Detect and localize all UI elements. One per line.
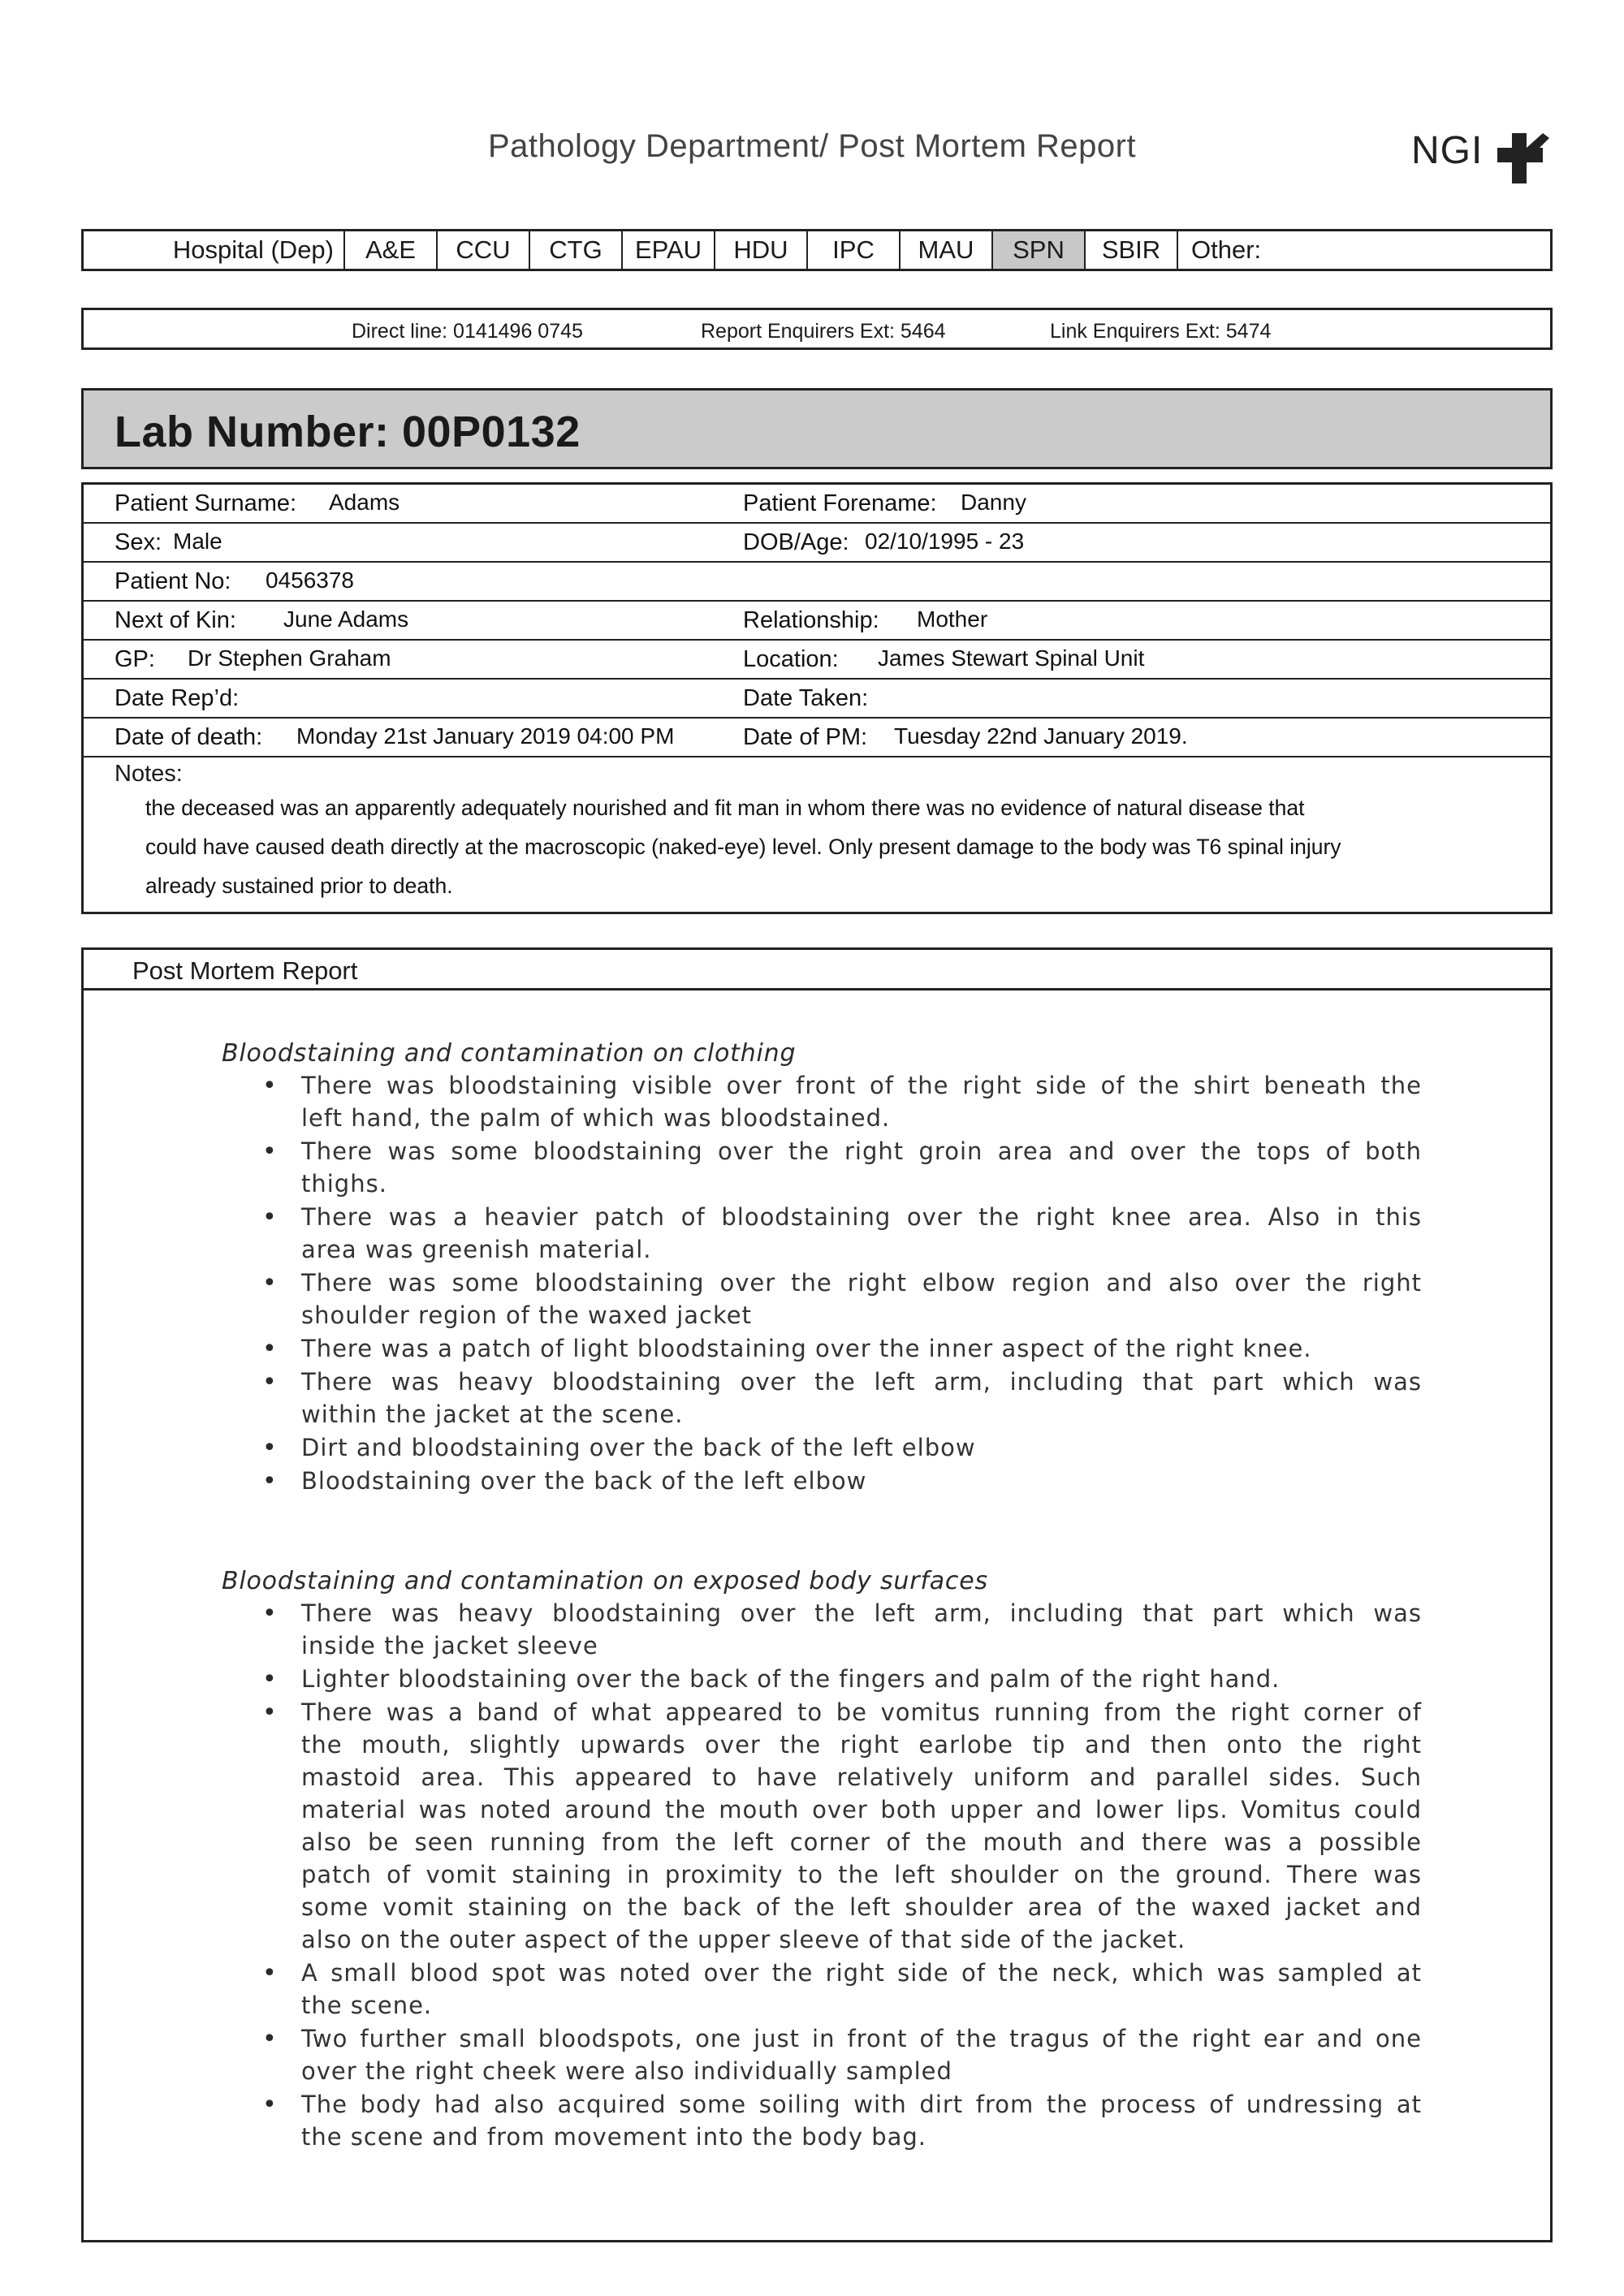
logo-text: NGI <box>1411 129 1484 172</box>
kin-value: June Adams <box>283 606 409 632</box>
patient-details <box>81 482 1553 914</box>
location-label: Location: <box>743 646 839 672</box>
bullet-icon: • <box>262 1269 277 1297</box>
bullet-line: the scene. <box>301 1992 433 2019</box>
relationship-value: Mother <box>917 606 988 632</box>
bullet-icon: • <box>262 1698 277 1727</box>
bullet-line: The body had also acquired some soiling with dirt from the process of undressing at <box>301 2091 1422 2118</box>
bullet-line: There was a band of what appeared to be vomitus running from the right corner of <box>301 1698 1422 1726</box>
bullet-icon: • <box>262 1434 277 1462</box>
dept-ipc[interactable]: IPC <box>808 231 901 269</box>
date-taken-label: Date Taken: <box>743 685 869 711</box>
dob-label: DOB/Age: <box>743 529 849 555</box>
bullet-line: Lighter bloodstaining over the back of the fingers and palm of the right hand. <box>301 1665 1281 1693</box>
bullet-icon: • <box>262 2025 277 2053</box>
bullet-line: Dirt and bloodstaining over the back of the left elbow <box>301 1434 976 1461</box>
gp-value: Dr Stephen Graham <box>188 645 391 671</box>
bullet-line: inside the jacket sleeve <box>301 1632 598 1659</box>
row-sex-dob <box>84 524 1550 563</box>
kin-label: Next of Kin: <box>114 607 236 633</box>
bullet-line: There was some bloodstaining over the right elbow region and also over the right <box>301 1269 1422 1297</box>
bullet-line: left hand, the palm of which was bloodstained. <box>301 1104 891 1132</box>
dept-hdu[interactable]: HDU <box>715 231 808 269</box>
bullet-line: material was noted around the mouth over both upper and lower lips. Vomitus could <box>301 1796 1422 1823</box>
bullet-line: area was greenish material. <box>301 1236 652 1263</box>
hospital-department-row <box>81 229 1553 271</box>
bullet-icon: • <box>262 1959 277 1987</box>
bullet-line: some vomit staining on the back of the left shoulder area of the waxed jacket and <box>301 1893 1422 1921</box>
bullet-line: shoulder region of the waxed jacket <box>301 1301 752 1329</box>
hospital-label: Hospital (Dep) <box>84 231 345 269</box>
sex-value: Male <box>173 529 222 554</box>
lab-number: Lab Number: 00P0132 <box>114 408 581 456</box>
bullet-line: There was a heavier patch of bloodstaining over the right knee area. Also in this <box>301 1203 1422 1231</box>
notes-line: the deceased was an apparently adequately nourished and fit man in whom there was no evidence of natural disease that <box>145 796 1305 820</box>
bullet-icon: • <box>262 1072 277 1100</box>
dept-ccu[interactable]: CCU <box>438 231 530 269</box>
forename-label: Patient Forename: <box>743 490 937 516</box>
bullet-line: There was some bloodstaining over the right groin area and over the tops of both <box>301 1137 1422 1165</box>
bullet-line: thighs. <box>301 1170 387 1198</box>
bullet-icon: • <box>262 1599 277 1628</box>
forename-value: Danny <box>961 490 1026 515</box>
relationship-label: Relationship: <box>743 607 879 633</box>
scanned-report-body <box>84 990 1550 2241</box>
bullet-line: There was heavy bloodstaining over the left arm, including that part which was <box>301 1599 1422 1627</box>
report-enquirers-ext: Report Enquirers Ext: 5464 <box>701 320 946 343</box>
bullet-icon: • <box>262 1203 277 1232</box>
logo-cross-icon <box>1494 127 1559 192</box>
bullet-icon: • <box>262 1335 277 1363</box>
pm-date-value: Tuesday 22nd January 2019. <box>894 723 1188 749</box>
bullet-line: patch of vomit staining in proximity to the left shoulder on the ground. There was <box>301 1861 1422 1888</box>
section-title: Bloodstaining and contamination on exposed body surfaces <box>222 1567 988 1595</box>
date-repd-label: Date Rep’d: <box>114 685 240 711</box>
dob-value: 02/10/1995 - 23 <box>865 529 1025 554</box>
row-kin <box>84 602 1550 641</box>
row-dates <box>84 680 1550 719</box>
report-heading: Post Mortem Report <box>132 956 358 985</box>
row-gp <box>84 641 1550 680</box>
dept-ae[interactable]: A&E <box>345 231 438 269</box>
bullet-line: mastoid area. This appeared to have relatively uniform and parallel sides. Such <box>301 1763 1422 1791</box>
ngi-logo <box>1411 122 1566 187</box>
bullet-line: There was bloodstaining visible over front of the right side of the shirt beneath the <box>301 1072 1422 1099</box>
bullet-line: the scene and from movement into the body bag. <box>301 2123 927 2151</box>
link-enquirers-ext: Link Enquirers Ext: 5474 <box>1050 320 1272 343</box>
location-value: James Stewart Spinal Unit <box>878 645 1145 671</box>
lab-number-bar <box>81 388 1553 469</box>
report-heading-bar <box>84 950 1550 990</box>
bullet-line: Bloodstaining over the back of the left elbow <box>301 1467 867 1495</box>
bullet-line: also be seen running from the left corner of the mouth and there was a possible <box>301 1828 1422 1856</box>
page-title: Pathology Department/ Post Mortem Report <box>487 128 1137 164</box>
dept-spn-selected[interactable]: SPN <box>993 231 1086 269</box>
notes-label: Notes: <box>114 761 183 787</box>
bullet-line: also on the outer aspect of the upper sleeve of that side of the jacket. <box>301 1926 1186 1953</box>
dept-mau[interactable]: MAU <box>901 231 993 269</box>
bullet-line: the mouth, slightly upwards over the right earlobe tip and then onto the right <box>301 1731 1422 1759</box>
dept-ctg[interactable]: CTG <box>530 231 623 269</box>
bullet-line: There was heavy bloodstaining over the left arm, including that part which was <box>301 1368 1422 1396</box>
surname-label: Patient Surname: <box>114 490 297 516</box>
direct-line: Direct line: 0141496 0745 <box>352 320 583 343</box>
section-title: Bloodstaining and contamination on clothing <box>222 1039 797 1068</box>
bullet-icon: • <box>262 1137 277 1166</box>
notes-line: could have caused death directly at the macroscopic (naked-eye) level. Only present damage to the body was T6 spinal injury <box>145 835 1341 859</box>
post-mortem-report <box>81 947 1553 2242</box>
sex-label: Sex: <box>114 529 162 555</box>
notes-line: already sustained prior to death. <box>145 874 453 898</box>
death-value: Monday 21st January 2019 04:00 PM <box>296 723 675 749</box>
bullet-line: A small blood spot was noted over the right side of the neck, which was sampled at <box>301 1959 1422 1987</box>
bullet-icon: • <box>262 2091 277 2119</box>
row-names <box>84 485 1550 524</box>
dept-epau[interactable]: EPAU <box>623 231 715 269</box>
bullet-icon: • <box>262 1467 277 1495</box>
surname-value: Adams <box>329 490 400 515</box>
patient-no-value: 0456378 <box>266 568 355 593</box>
bullet-icon: • <box>262 1368 277 1396</box>
contact-row <box>81 308 1553 350</box>
dept-sbir[interactable]: SBIR <box>1086 231 1178 269</box>
bullet-icon: • <box>262 1665 277 1694</box>
dept-other[interactable]: Other: <box>1191 235 1262 264</box>
row-patient-no <box>84 563 1550 602</box>
death-label: Date of death: <box>114 724 263 750</box>
gp-label: GP: <box>114 646 155 672</box>
bullet-line: within the jacket at the scene. <box>301 1400 684 1428</box>
bullet-line: Two further small bloodspots, one just in front of the tragus of the right ear and one <box>301 2025 1422 2052</box>
row-death-pm <box>84 719 1550 757</box>
bullet-line: There was a patch of light bloodstaining over the inner aspect of the right knee. <box>301 1335 1312 1362</box>
patient-no-label: Patient No: <box>114 568 231 594</box>
bullet-line: over the right cheek were also individually sampled <box>301 2057 952 2085</box>
pm-date-label: Date of PM: <box>743 724 868 750</box>
